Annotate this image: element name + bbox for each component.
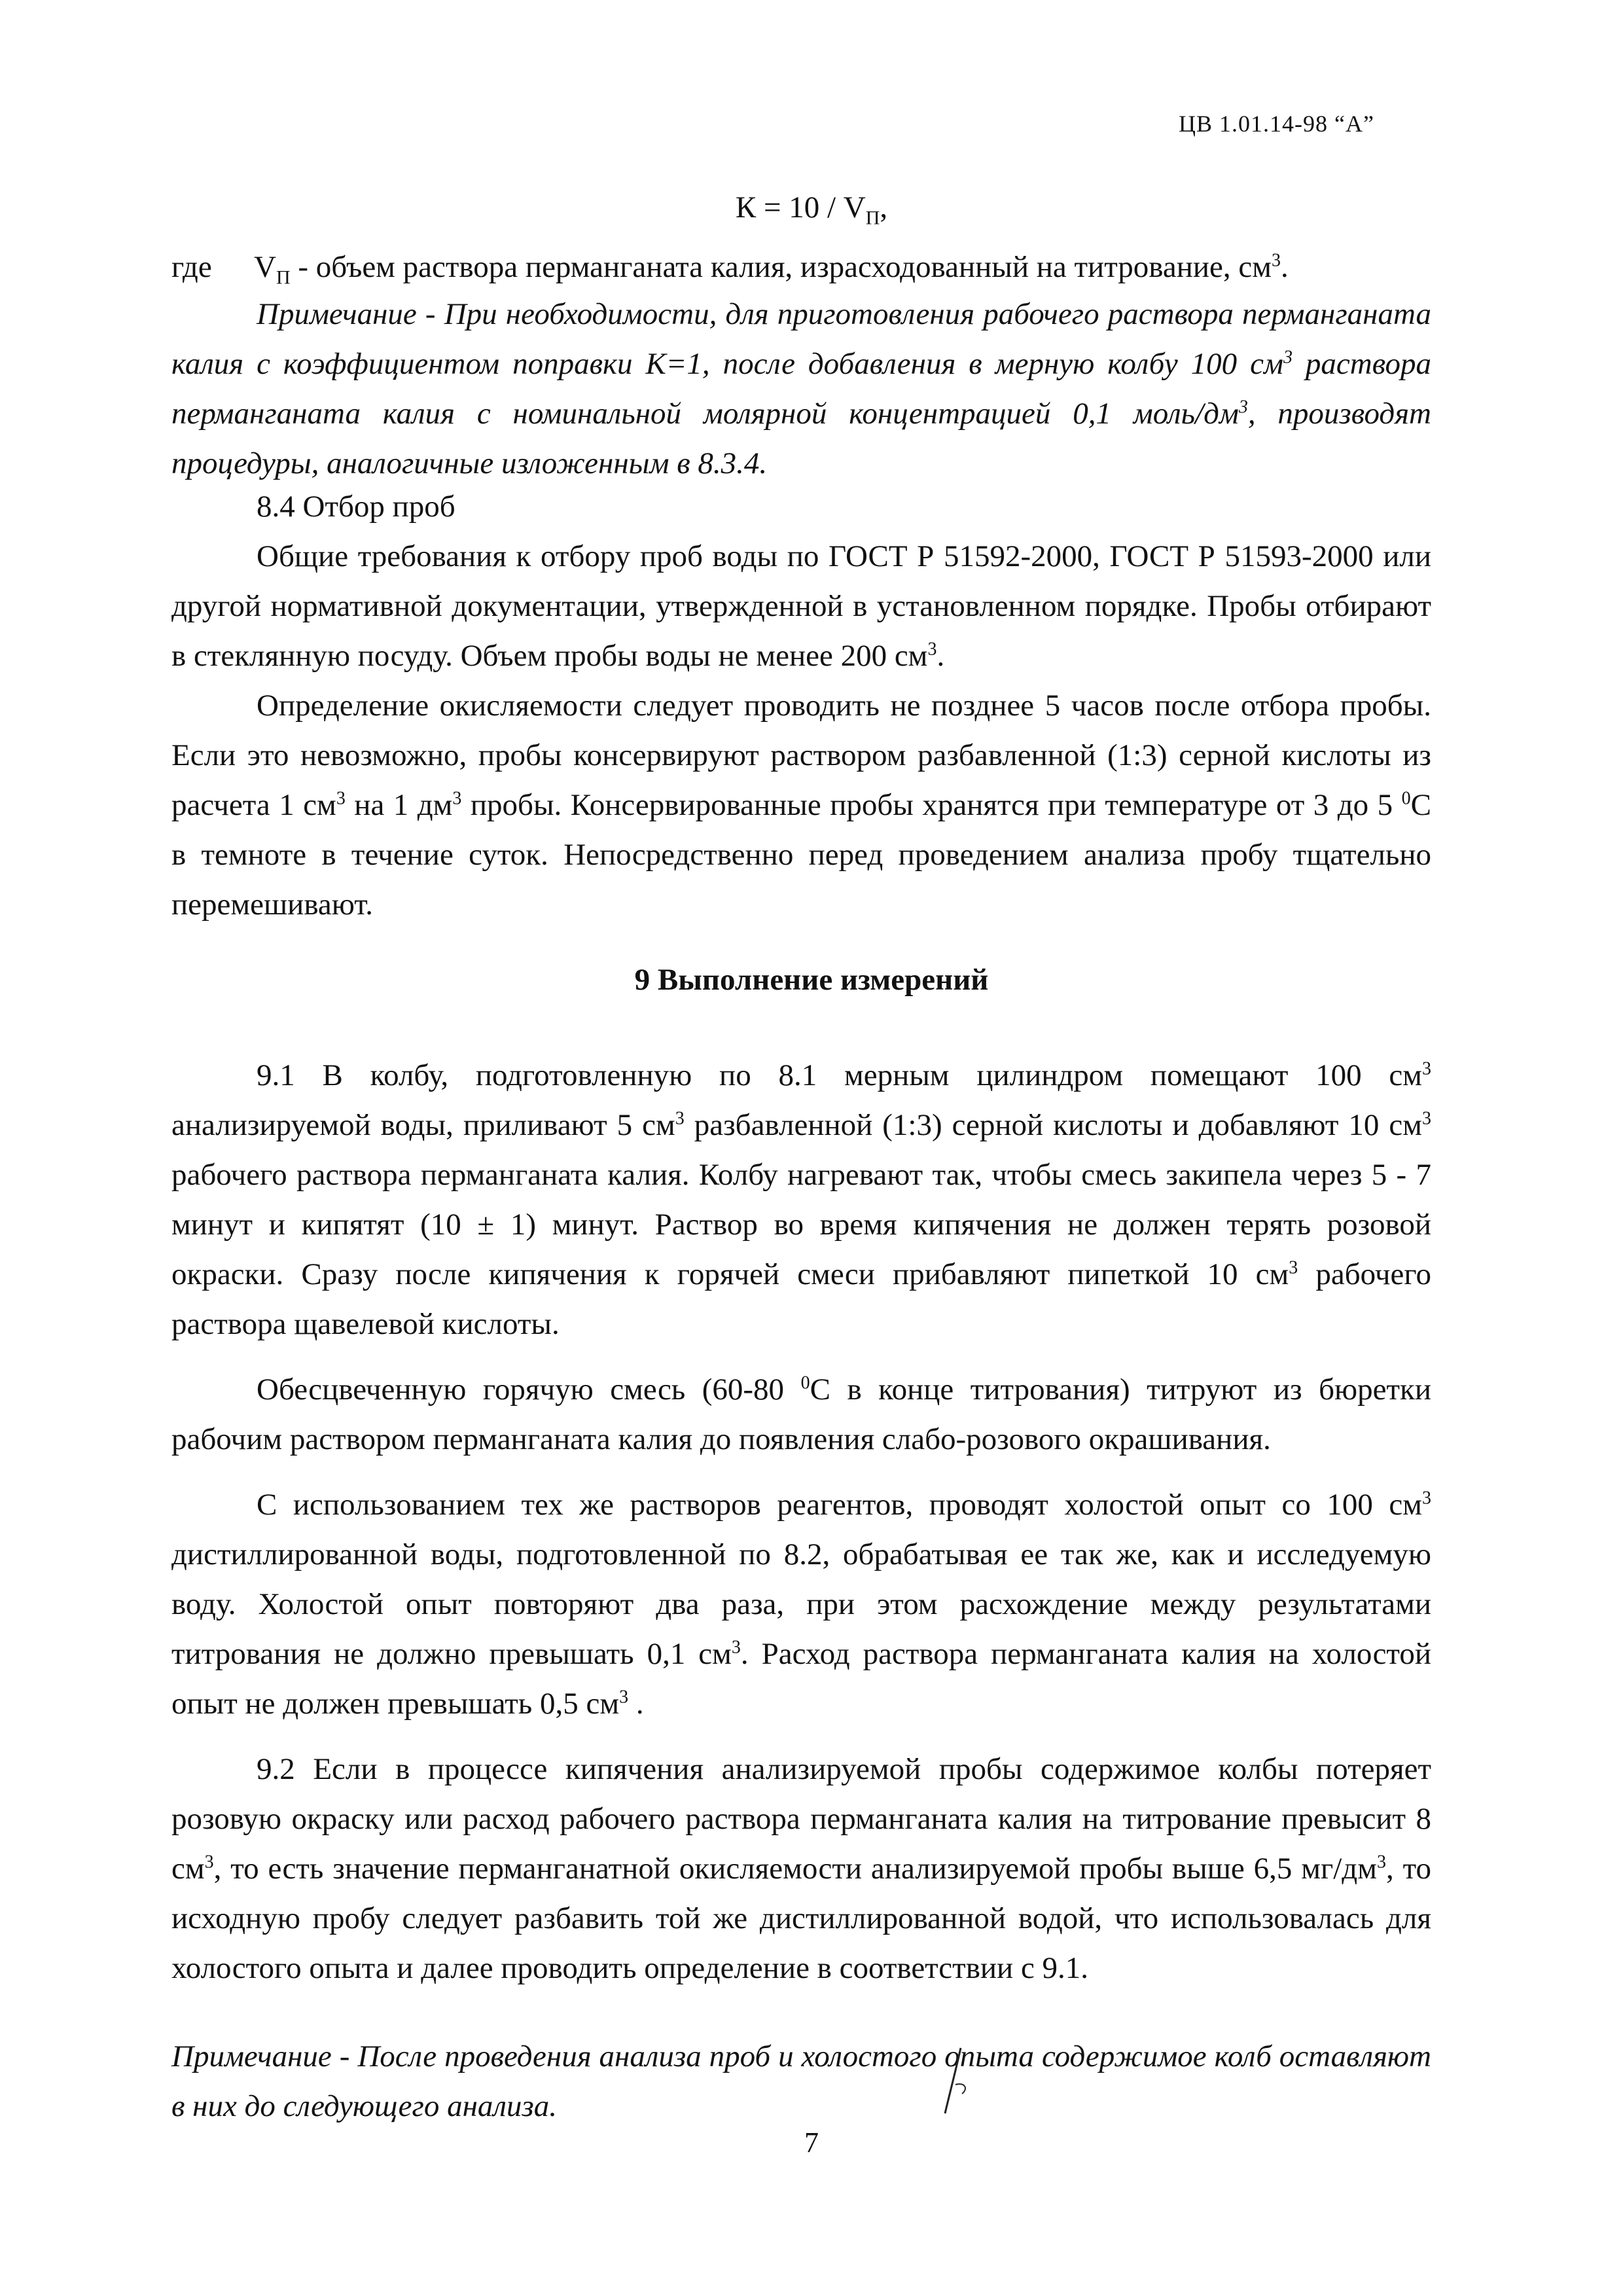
section-9-title: 9 Выполнение измерений <box>634 963 989 997</box>
s9-p3-d: . <box>628 1687 644 1721</box>
s9-p2-sup: 0 <box>800 1372 810 1393</box>
s9-p1-b: анализируемой воды, приливают 5 см <box>171 1108 675 1142</box>
note-paragraph <box>171 289 1431 488</box>
formula-sub: П <box>865 207 880 229</box>
s84-p2-sup-2: 3 <box>452 788 462 809</box>
section-8-4-title: 8.4 Отбор проб <box>257 490 455 524</box>
sampling-paragraph-1 <box>171 531 1431 681</box>
s9-p3-b: дистиллированной воды, подготовленной по 8.2, обрабатывая ее так же, как и исследуемую воду. Холостой опыт повторяют два раза, при этом расхождение между результатами титрования не должно превышать 0,1 см <box>171 1537 1431 1671</box>
s84-p2-sup-1: 3 <box>336 788 346 809</box>
legend-var-sub: П <box>276 266 291 289</box>
section-8-4-body <box>171 531 1431 929</box>
s9-p1-e: 1) минут. Раствор во время кипячения не должен терять розовой окраски. Сразу после кипячения к горячей смеси прибавляют пипеткой 10 см <box>171 1208 1431 1291</box>
s9-p1-sup-1: 3 <box>1422 1058 1431 1079</box>
note-sup-1: 3 <box>1283 347 1293 368</box>
pen-mark-icon <box>936 2045 982 2117</box>
formula-eq: = 10 / V <box>756 190 866 224</box>
s9-p1-d: рабочего раствора перманганата калия. Колбу нагревают так, чтобы смесь закипела через 5 - 7 минут и кипятят (10 <box>171 1158 1431 1242</box>
s9-p1-f: рабочего раствора щавелевой кислоты. <box>171 1257 1431 1341</box>
s84-p1-end: . <box>936 639 945 673</box>
document-code: ЦВ 1.01.14-98 “А” <box>1179 111 1374 137</box>
section-8-4-heading <box>171 482 1431 531</box>
final-note: Примечание - После проведения анализа проб и холостого опыта содержимое колб оставляют в них до следующего анализа. <box>171 2039 1431 2123</box>
legend-var: V <box>254 250 276 284</box>
formula-legend <box>171 242 1428 292</box>
s9-p4-c: , то исходную пробу следует разбавить той же дистиллированной водой, что использовалась для холостого опыта и далее проводить определение в соответствии с 9.1. <box>171 1852 1431 1985</box>
s9-p1-c: разбавленной (1:3) серной кислоты и добавляют 10 см <box>684 1108 1422 1142</box>
s84-p1-text: Общие требования к отбору проб воды по ГОСТ Р 51592-2000, ГОСТ Р 51593-2000 или другой нормативной документации, утвержденной в установленном порядке. Пробы отбирают в стеклянную посуду. Объем пробы воды не менее 200 см <box>171 539 1431 673</box>
correction-formula <box>0 190 1623 229</box>
s9-p2-b: С в конце титрования) титруют из бюретки рабочим раствором перманганата калия до появления слабо-розового окрашивания. <box>171 1372 1431 1456</box>
s84-p2-text-b: на 1 дм <box>345 788 453 822</box>
note-text-1: Примечание - При необходимости, для приготовления рабочего раствора перманганата калия с коэффициентом поправки К=1, после добавления в мерную колбу 100 см <box>171 297 1431 381</box>
s9-p4-a: 9.2 Если в процессе кипячения анализируемой пробы содержимое колбы потеряет розовую окраску или расход рабочего раствора перманганата калия на титрование превысит 8 см <box>171 1752 1431 1886</box>
s9-p1-a: 9.1 В колбу, подготовленную по 8.1 мерным цилиндром помещают 100 см <box>257 1058 1422 1092</box>
note-text-2: раствора перманганата калия с номинальной молярной концентрацией 0,1 моль/дм <box>171 347 1431 431</box>
measurement-paragraph-3 <box>171 1480 1431 1729</box>
note-text-3: , производят процедуры, аналогичные изложенным в 8.3.4. <box>171 397 1431 480</box>
s9-p1-plusminus: ± <box>477 1208 495 1242</box>
page-number: 7 <box>804 2126 819 2159</box>
s9-p1-sup-4: 3 <box>1289 1257 1298 1278</box>
s9-p3-sup-1: 3 <box>1422 1488 1431 1509</box>
s84-p2-sup-3: 0 <box>1401 788 1411 809</box>
legend-sup: 3 <box>1272 250 1281 271</box>
s9-p2-a: Обесцвеченную горячую смесь (60-80 <box>257 1372 801 1407</box>
s9-p4-b: , то есть значение перманганатной окисляемости анализируемой пробы выше 6,5 мг/дм <box>213 1852 1377 1886</box>
s9-p3-sup-3: 3 <box>619 1687 629 1708</box>
s9-p3-c: . Расход раствора перманганата калия на холостой опыт не должен превышать 0,5 см <box>171 1637 1432 1721</box>
s9-p1-sup-3: 3 <box>1421 1108 1431 1129</box>
formula-tail: , <box>880 190 888 224</box>
where-word: где <box>171 250 212 284</box>
measurement-paragraph-2 <box>171 1365 1431 1464</box>
s9-p1-sup-2: 3 <box>675 1108 685 1129</box>
formula-lhs: К <box>735 190 757 224</box>
s9-p3-a: С использованием тех же растворов реагентов, проводят холостой опыт со 100 см <box>257 1488 1422 1522</box>
section-9-body <box>171 1050 1431 1993</box>
s84-p1-sup: 3 <box>927 639 937 660</box>
note-sup-2: 3 <box>1238 397 1248 418</box>
s84-p2-text-c: пробы. Консервированные пробы хранятся при температуре от 3 до 5 <box>461 788 1402 822</box>
s9-p4-sup-1: 3 <box>204 1852 214 1873</box>
measurement-paragraph-1 <box>171 1050 1431 1349</box>
s84-p2-text-a: Определение окисляемости следует проводить не позднее 5 часов после отбора пробы. Если это невозможно, пробы консервируют раствором разбавленной (1:3) серной кислоты из расчета 1 см <box>171 689 1431 822</box>
s9-p4-sup-2: 3 <box>1376 1852 1386 1873</box>
legend-end: . <box>1281 250 1289 284</box>
sampling-paragraph-2 <box>171 681 1431 929</box>
legend-text: - объем раствора перманганата калия, израсходованный на титрование, см <box>290 250 1272 284</box>
measurement-paragraph-4 <box>171 1744 1431 1993</box>
s84-p2-text-d: С в темноте в течение суток. Непосредственно перед проведением анализа пробу тщательно перемешивают. <box>171 788 1431 922</box>
note-preparation <box>171 289 1431 488</box>
s9-p3-sup-2: 3 <box>731 1637 741 1658</box>
